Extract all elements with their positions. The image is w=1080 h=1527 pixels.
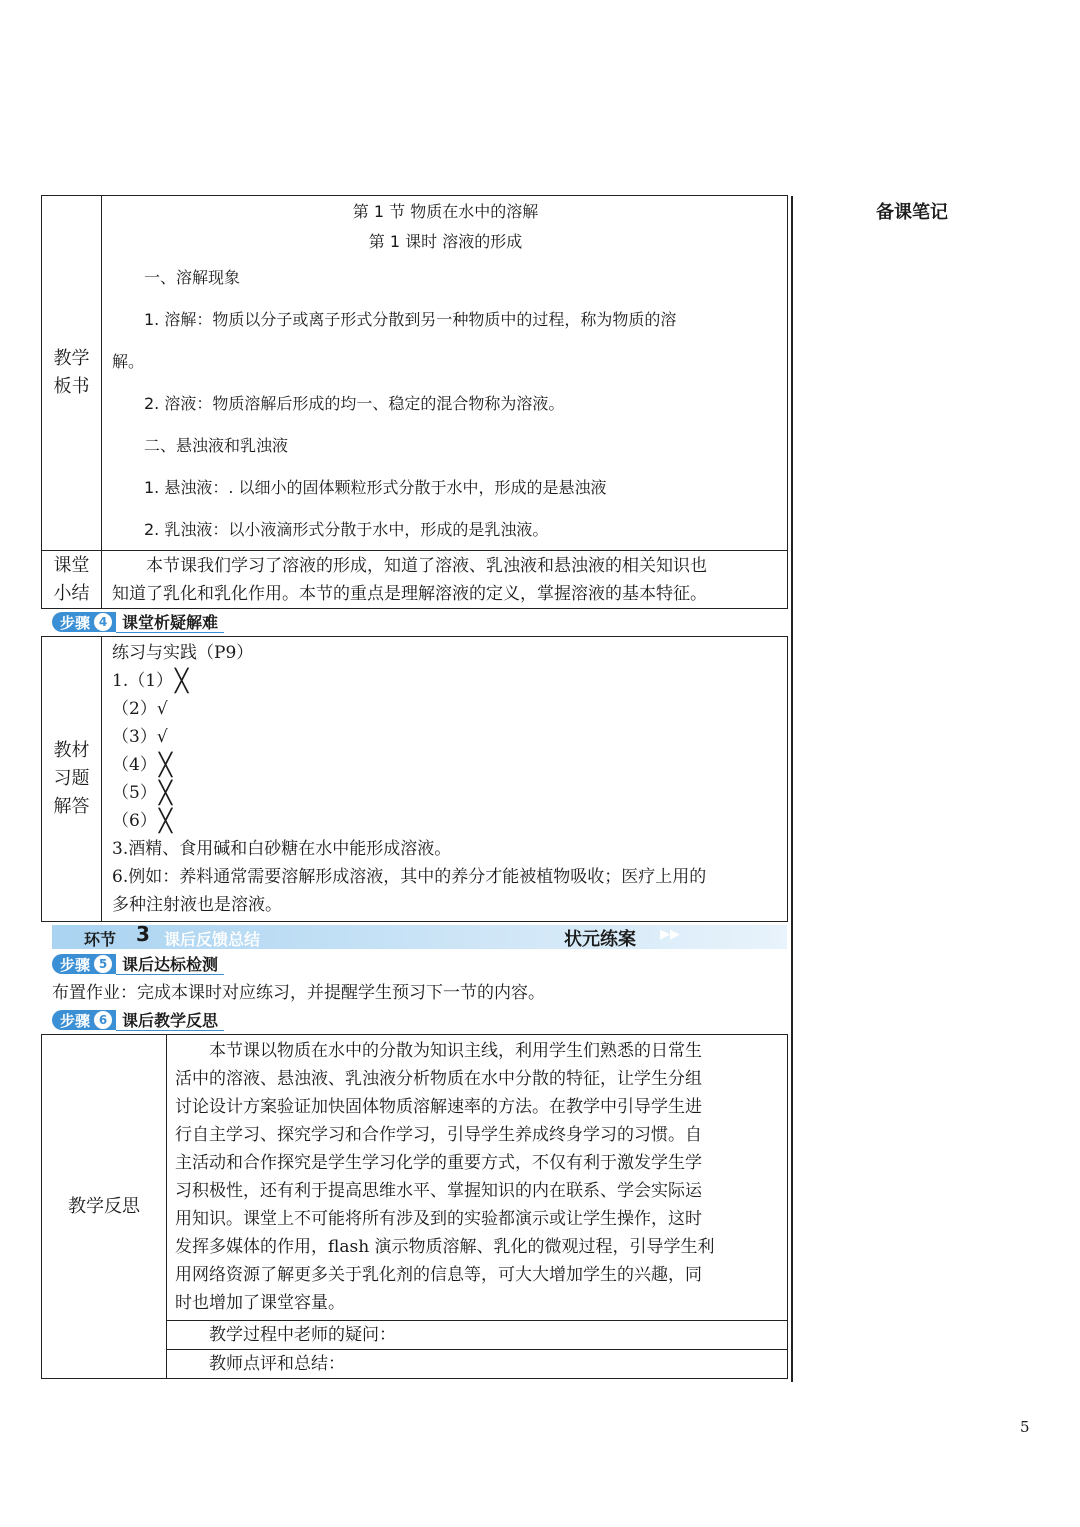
check-mark-icon: √ [156, 727, 168, 747]
board-title: 第 1 节 物质在水中的溶解 [352, 202, 539, 221]
step-6-banner [52, 1009, 224, 1031]
section-right-label: 状元练案 [564, 929, 636, 950]
board-table [41, 195, 788, 609]
step-5-number: 5 [94, 955, 112, 973]
answer-3: （3）√ [112, 727, 168, 747]
step-4-banner [52, 611, 224, 633]
section-number: 3 [136, 922, 150, 946]
exercise-content [102, 637, 788, 922]
reflection-line: 用网络资源了解更多关于乳化剂的信息等，可大大增加学生的兴趣，同 [175, 1265, 702, 1285]
reflection-line: 发挥多媒体的作用，flash 演示物质溶解、乳化的微观过程，引导学生利 [175, 1237, 715, 1257]
section-title: 课后反馈总结 [164, 930, 261, 949]
board-item-3: 1. 悬浊液：. 以细小的固体颗粒形式分散于水中，形成的是悬浊液 [144, 478, 607, 497]
reflection-line: 时也增加了课堂容量。 [175, 1293, 345, 1313]
exercise-table [41, 636, 788, 922]
step-6-title: 课后教学反思 [116, 1010, 224, 1031]
section-3-banner [52, 922, 787, 950]
summary-line-1: 本节课我们学习了溶液的形成，知道了溶液、乳浊液和悬浊液的相关知识也 [146, 555, 707, 576]
double-arrow-icon: ▶▶ [660, 927, 680, 942]
cross-mark-icon: ╳ [175, 669, 189, 694]
reflection-line: 活中的溶液、悬浊液、乳浊液分析物质在水中分散的特征，让学生分组 [175, 1069, 702, 1089]
board-content [102, 196, 788, 551]
summary-content [102, 551, 788, 609]
reflection-line: 讨论设计方案验证加快固体物质溶解速率的方法。在教学中引导学生进 [175, 1097, 702, 1117]
answer-2: （2）√ [112, 699, 168, 719]
cross-mark-icon: ╳ [158, 781, 173, 806]
board-label: 教学 板书 [42, 196, 102, 551]
exercise-heading: 练习与实践（P9） [112, 643, 254, 663]
step-4-title: 课堂析疑解难 [116, 612, 224, 633]
notes-divider [791, 196, 793, 1382]
step-5-pill: 步骤 5 [52, 954, 116, 974]
board-item-4: 2. 乳浊液：以小液滴形式分散于水中，形成的是乳浊液。 [144, 520, 549, 539]
summary-line-2: 知道了乳化和乳化作用。本节的重点是理解溶液的定义，掌握溶液的基本特征。 [112, 583, 707, 604]
notes-title: 备课笔记 [876, 202, 948, 223]
step-6-pill: 步骤 6 [52, 1010, 116, 1030]
teacher-comments: 教师点评和总结： [167, 1350, 788, 1379]
check-mark-icon: √ [156, 699, 168, 719]
reflection-line: 习积极性，还有利于提高思维水平、掌握知识的内在联系、学会实际运 [175, 1181, 702, 1201]
page-number: 5 [1020, 1418, 1030, 1436]
board-subtitle: 第 1 课时 溶液的形成 [368, 232, 523, 251]
homework-text: 布置作业：完成本课时对应练习，并提醒学生预习下一节的内容。 [52, 983, 545, 1003]
step-4-number: 4 [94, 613, 112, 631]
section-word: 环节 [84, 930, 117, 949]
reflection-line: 主活动和合作探究是学生学习化学的重要方式，不仅有利于激发学生学 [175, 1153, 702, 1173]
answer-5: （5）╳ [112, 781, 173, 806]
reflection-line: 行自主学习、探究学习和合作学习，引导学生养成终身学习的习惯。自 [175, 1125, 702, 1145]
exercise-label: 教材 习题 解答 [42, 637, 102, 922]
teacher-questions: 教学过程中老师的疑问： [167, 1321, 788, 1350]
exercise-q6a: 6.例如：养料通常需要溶解形成溶液，其中的养分才能被植物吸收；医疗上用的 [112, 867, 707, 887]
step-5-banner [52, 953, 224, 975]
board-item-1b: 解。 [112, 352, 145, 371]
reflection-line: 用知识。课堂上不可能将所有涉及到的实验都演示或让学生操作，这时 [175, 1209, 702, 1229]
answer-4: （4）╳ [112, 753, 173, 778]
summary-label: 课堂 小结 [42, 551, 102, 609]
answer-1: 1.（1）╳ [112, 669, 189, 694]
reflection-table [41, 1034, 788, 1379]
board-item-2: 2. 溶液：物质溶解后形成的均一、稳定的混合物称为溶液。 [144, 394, 565, 413]
board-section-1: 一、溶解现象 [144, 268, 241, 287]
reflection-label: 教学反思 [42, 1035, 167, 1379]
board-item-1a: 1. 溶解：物质以分子或离子形式分散到另一种物质中的过程，称为物质的溶 [144, 310, 677, 329]
step-6-number: 6 [94, 1011, 112, 1029]
cross-mark-icon: ╳ [158, 809, 173, 834]
answer-6: （6）╳ [112, 809, 173, 834]
step-4-pill: 步骤 4 [52, 612, 116, 632]
reflection-line: 本节课以物质在水中的分散为知识主线，利用学生们熟悉的日常生 [209, 1041, 702, 1061]
step-5-title: 课后达标检测 [116, 954, 224, 975]
cross-mark-icon: ╳ [158, 753, 173, 778]
exercise-q3: 3.酒精、食用碱和白砂糖在水中能形成溶液。 [112, 839, 452, 859]
reflection-content [167, 1035, 788, 1321]
exercise-q6b: 多种注射液也是溶液。 [112, 895, 282, 915]
board-section-2: 二、悬浊液和乳浊液 [144, 436, 289, 455]
